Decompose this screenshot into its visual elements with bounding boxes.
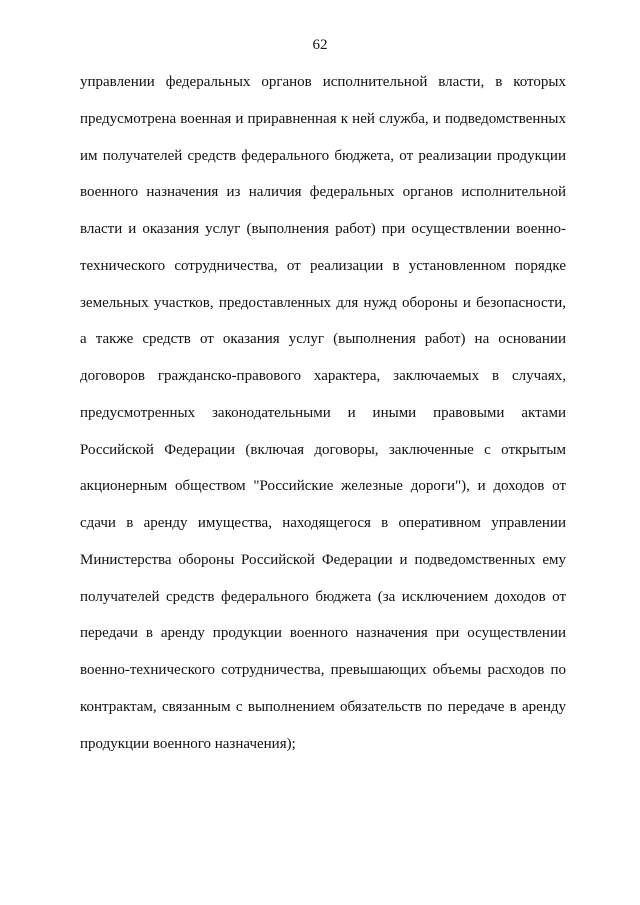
text-line: власти и оказания услуг (выполнения работ) при осуществлении военно- [80,221,566,237]
text-line: Российской Федерации (включая договоры, заключенные с открытым [80,441,566,458]
text-line: предусмотренных законодательными и иными правовыми актами [80,404,566,421]
text-line: получателей средств федерального бюджета (за исключением доходов от [80,588,566,605]
text-line-last: продукции военного назначения); [80,735,296,752]
page-number: 62 [312,37,328,53]
text-line: передачи в аренду продукции военного назначения при осуществлении [80,625,566,642]
text-line: им получателей средств федерального бюджета, от реализации продукции [80,147,566,164]
text-line: управлении федеральных органов исполнительной власти, в которых [80,74,566,90]
text-line: сдачи в аренду имущества, находящегося в оперативном управлении [80,515,566,531]
text-line: акционерным обществом "Российские железные дороги"), и доходов от [80,478,566,495]
text-line: военного назначения из наличия федеральных органов исполнительной [80,184,566,201]
text-line: технического сотрудничества, от реализации в установленном порядке [80,257,566,274]
body-paragraph [80,71,566,769]
text-line: земельных участков, предоставленных для нужд обороны и безопасности, [80,294,566,311]
text-line: договоров гражданско-правового характера, заключаемых в случаях, [80,368,566,384]
text-line: военно-технического сотрудничества, превышающих объемы расходов по [80,662,566,678]
text-line: а также средств от оказания услуг (выполнения работ) на основании [80,331,566,348]
text-line: Министерства обороны Российской Федерации и подведомственных ему [80,551,566,568]
text-line: контрактам, связанным с выполнением обязательств по передаче в аренду [80,698,566,715]
text-line: предусмотрена военная и приравненная к ней служба, и подведомственных [80,110,566,127]
